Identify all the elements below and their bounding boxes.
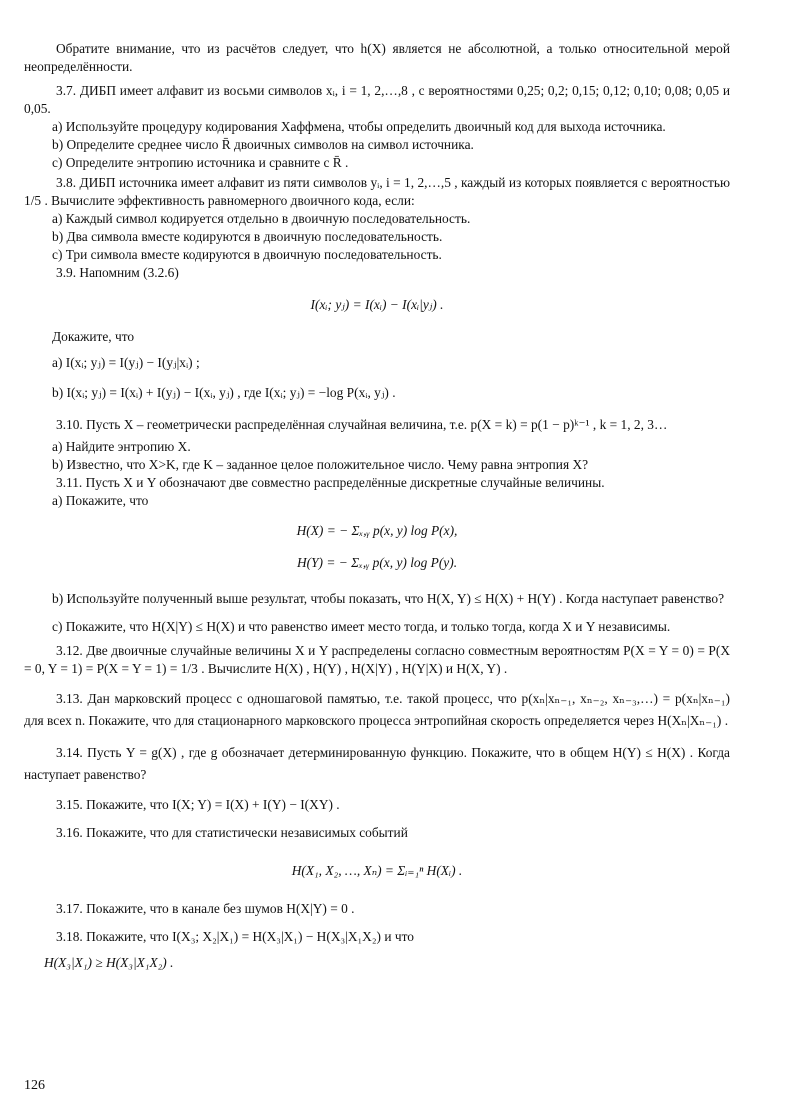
problem-3-8: 3.8. ДИБП источника имеет алфавит из пяти символов yᵢ, i = 1, 2,…,5 , каждый из которых появляется с вероятностью 1/5 . Вычислите эффективность равномерного двоичного кода, если: bbox=[24, 175, 730, 208]
problem-3-11-c: c) Покажите, что H(X|Y) ≤ H(X) и что равенство имеет место тогда, и только тогда, когда X и Y независимы. bbox=[52, 619, 671, 634]
problem-3-11-b: b) Используйте полученный выше результат, чтобы показать, что H(X, Y) ≤ H(X) + H(Y) . Когда наступает равенство? bbox=[52, 591, 725, 606]
problem-3-7-b: b) Определите среднее число R̄ двоичных символов на символ источника. bbox=[52, 137, 474, 152]
formula-3-9: I(xᵢ; yⱼ) = I(xᵢ) − I(xᵢ|yⱼ) . bbox=[310, 297, 444, 312]
problem-3-10-a: a) Найдите энтропию X. bbox=[52, 439, 191, 454]
problem-3-7-c: c) Определите энтропию источника и сравните с R̄ . bbox=[52, 155, 349, 170]
problem-3-8-b: b) Два символа вместе кодируются в двоичную последовательность. bbox=[52, 229, 443, 244]
problem-3-11: 3.11. Пусть X и Y обозначают две совместно распределённые дискретные случайные величины. bbox=[56, 475, 605, 490]
document-page bbox=[24, 40, 730, 972]
problem-3-13: 3.13. Дан марковский процесс с одношаговой памятью, т.е. такой процесс, что p(xₙ|xₙ₋₁, xₙ₋₂, xₙ₋₃,…) = p(xₙ|xₙ₋₁) для всех n. Покажите, что для стационарного марковского процесса энтропийная скорость определяется через H(Xₙ|Xₙ₋₁) . bbox=[24, 691, 730, 728]
formula-3-11-1: H(X) = − Σₓ,ᵧ p(x, y) log P(x), bbox=[296, 523, 458, 538]
formula-3-11-2: H(Y) = − Σₓ,ᵧ p(x, y) log P(y). bbox=[296, 555, 458, 570]
page-number: 126 bbox=[24, 1078, 45, 1093]
problem-3-18: 3.18. Покажите, что I(X₃; X₂|X₁) = H(X₃|X₁) − H(X₃|X₁X₂) и что bbox=[56, 929, 414, 944]
problem-3-9-a: a) I(xᵢ; yⱼ) = I(yⱼ) − I(yⱼ|xᵢ) ; bbox=[52, 355, 200, 370]
problem-3-7: 3.7. ДИБП имеет алфавит из восьми символов xᵢ, i = 1, 2,…,8 , с вероятностями 0,25; 0,2; 0,15; 0,12; 0,10; 0,08; 0,05 и 0,05. bbox=[24, 83, 730, 116]
problem-3-7-a: a) Используйте процедуру кодирования Хаффмена, чтобы определить двоичный код для выхода источника. bbox=[52, 119, 666, 134]
problem-3-16: 3.16. Покажите, что для статистически независимых событий bbox=[56, 825, 408, 840]
problem-3-9: 3.9. Напомним (3.2.6) bbox=[56, 265, 179, 280]
problem-3-9-b: b) I(xᵢ; yⱼ) = I(xᵢ) + I(yⱼ) − I(xᵢ, yⱼ) , где I(xᵢ; yⱼ) = −log P(xᵢ, yⱼ) . bbox=[52, 385, 396, 400]
problem-3-17: 3.17. Покажите, что в канале без шумов H(X|Y) = 0 . bbox=[56, 901, 355, 916]
problem-3-14: 3.14. Пусть Y = g(X) , где g обозначает детерминированную функцию. Покажите, что в общем H(Y) ≤ H(X) . Когда наступает равенство? bbox=[24, 745, 730, 782]
problem-3-9-prove: Докажите, что bbox=[52, 329, 135, 344]
problem-3-8-c: c) Три символа вместе кодируются в двоичную последовательность. bbox=[52, 247, 442, 262]
problem-3-10-b: b) Известно, что X>K, где K – заданное целое положительное число. Чему равна энтропия X? bbox=[52, 457, 589, 472]
problem-3-8-a: a) Каждый символ кодируется отдельно в двоичную последовательность. bbox=[52, 211, 471, 226]
formula-3-18: H(X₃|X₁) ≥ H(X₃|X₁X₂) . bbox=[44, 955, 174, 970]
problem-3-12: 3.12. Две двоичные случайные величины X и Y распределены согласно совместным вероятностям P(X = Y = 0) = P(X = 0, Y = 1) = P(X = Y = 1) = 1/3 . Вычислите H(X) , H(Y) , H(X|Y) , H(Y|X) и H(X, Y) . bbox=[24, 643, 730, 676]
problem-3-10: 3.10. Пусть X – геометрически распределённая случайная величина, т.е. p(X = k) = p(1 − p)ᵏ⁻¹ , k = 1, 2, 3… bbox=[56, 417, 668, 432]
problem-3-15: 3.15. Покажите, что I(X; Y) = I(X) + I(Y) − I(XY) . bbox=[56, 797, 340, 812]
problem-3-11-a: a) Покажите, что bbox=[52, 493, 149, 508]
formula-3-16: H(X₁, X₂, …, Xₙ) = Σᵢ₌₁ⁿ H(Xᵢ) . bbox=[291, 863, 463, 878]
intro-paragraph: Обратите внимание, что из расчётов следует, что h(X) является не абсолютной, а только относительной мерой неопределённости. bbox=[24, 41, 730, 74]
